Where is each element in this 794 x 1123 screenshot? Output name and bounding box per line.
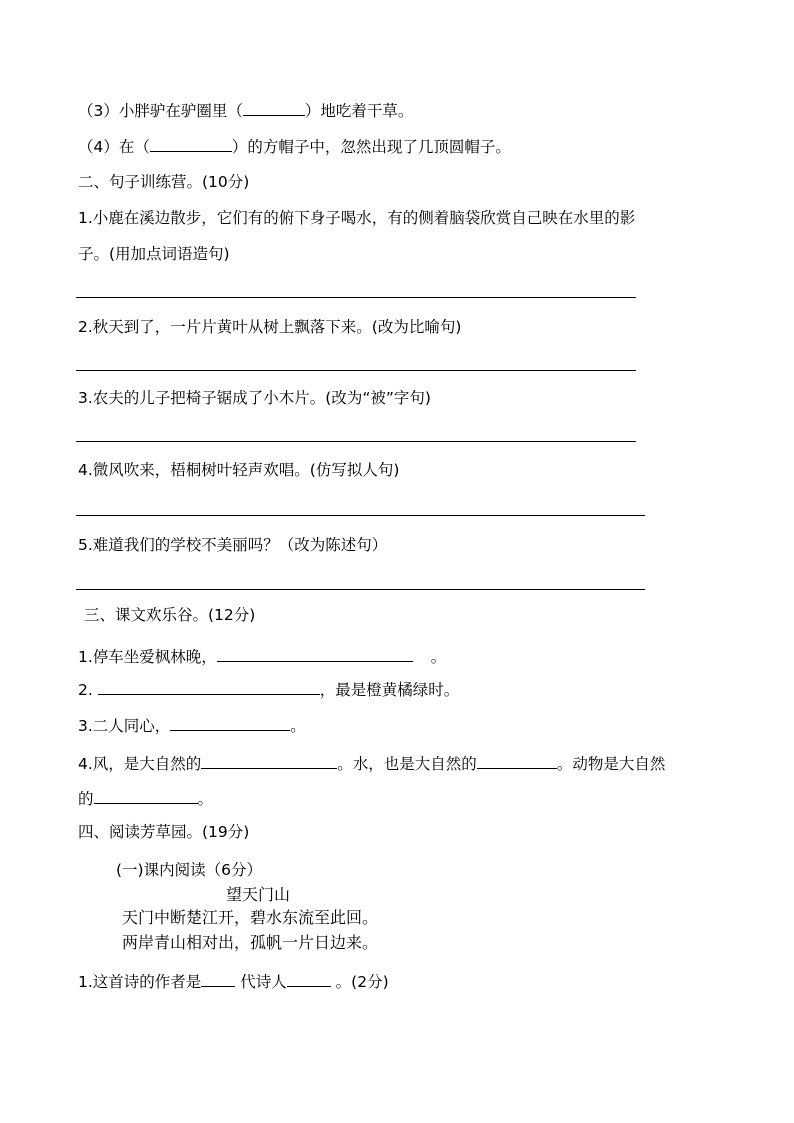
sentence-q2: 2.秋天到了，一片片黄叶从树上飘落下来。(改为比喻句) <box>78 318 462 336</box>
text-q4-cont: 的 。 <box>78 790 214 808</box>
answer-blank[interactable] <box>170 715 290 731</box>
sentence-q3: 3.农夫的儿子把椅子锯成了小木片。(改为“被”字句) <box>78 389 431 407</box>
answer-line[interactable] <box>76 515 645 516</box>
sentence-q1-line2: 子。(用加点词语造句) <box>78 245 230 263</box>
answer-blank[interactable] <box>217 646 413 662</box>
section-4-heading: 四、阅读芳草园。(19分) <box>78 823 250 841</box>
reading-q1: 1.这首诗的作者是 代诗人 。(2分) <box>78 973 389 991</box>
poem-line: 天门中断楚江开，碧水东流至此回。 <box>122 908 379 927</box>
answer-line[interactable] <box>76 441 636 442</box>
section-2-heading: 二、句子训练营。(10分) <box>78 173 250 191</box>
sentence-q1-line1: 1.小鹿在溪边散步，它们有的俯下身子喝水，有的侧着脑袋欣赏自己映在水里的影 <box>78 209 636 227</box>
answer-line[interactable] <box>76 589 645 590</box>
text-q2: 2. ，最是橙黄橘绿时。 <box>78 681 460 699</box>
text-q4: 4.风，是大自然的 。水，也是大自然的 。动物是大自然 <box>78 755 666 773</box>
text-q3: 3.二人同心， 。 <box>78 717 306 735</box>
answer-blank[interactable] <box>287 971 331 987</box>
sentence-q5: 5.难道我们的学校不美丽吗？（改为陈述句） <box>78 536 388 554</box>
text-q1: 1.停车坐爱枫林晚， 。 <box>78 648 447 666</box>
poem-line: 两岸青山相对出，孤帆一片日边来。 <box>122 933 379 952</box>
answer-blank[interactable] <box>477 753 557 769</box>
answer-blank[interactable] <box>150 136 232 152</box>
answer-blank[interactable] <box>94 788 198 804</box>
answer-blank[interactable] <box>243 100 305 116</box>
answer-blank[interactable] <box>98 679 320 695</box>
question-4-fill: （4）在（ ）的方帽子中，忽然出现了几顶圆帽子。 <box>78 138 511 156</box>
answer-line[interactable] <box>76 370 636 371</box>
subsection-heading: (一)课内阅读（6分） <box>116 861 262 879</box>
sentence-q4: 4.微风吹来，梧桐树叶轻声欢唱。(仿写拟人句) <box>78 461 400 479</box>
poem-title: 望天门山 <box>226 885 291 904</box>
section-3-heading: 三、课文欢乐谷。(12分) <box>84 606 256 624</box>
question-3-fill: （3）小胖驴在驴圈里（ ）地吃着干草。 <box>78 102 414 120</box>
answer-blank[interactable] <box>201 753 337 769</box>
answer-blank[interactable] <box>201 971 235 987</box>
answer-line[interactable] <box>76 297 636 298</box>
